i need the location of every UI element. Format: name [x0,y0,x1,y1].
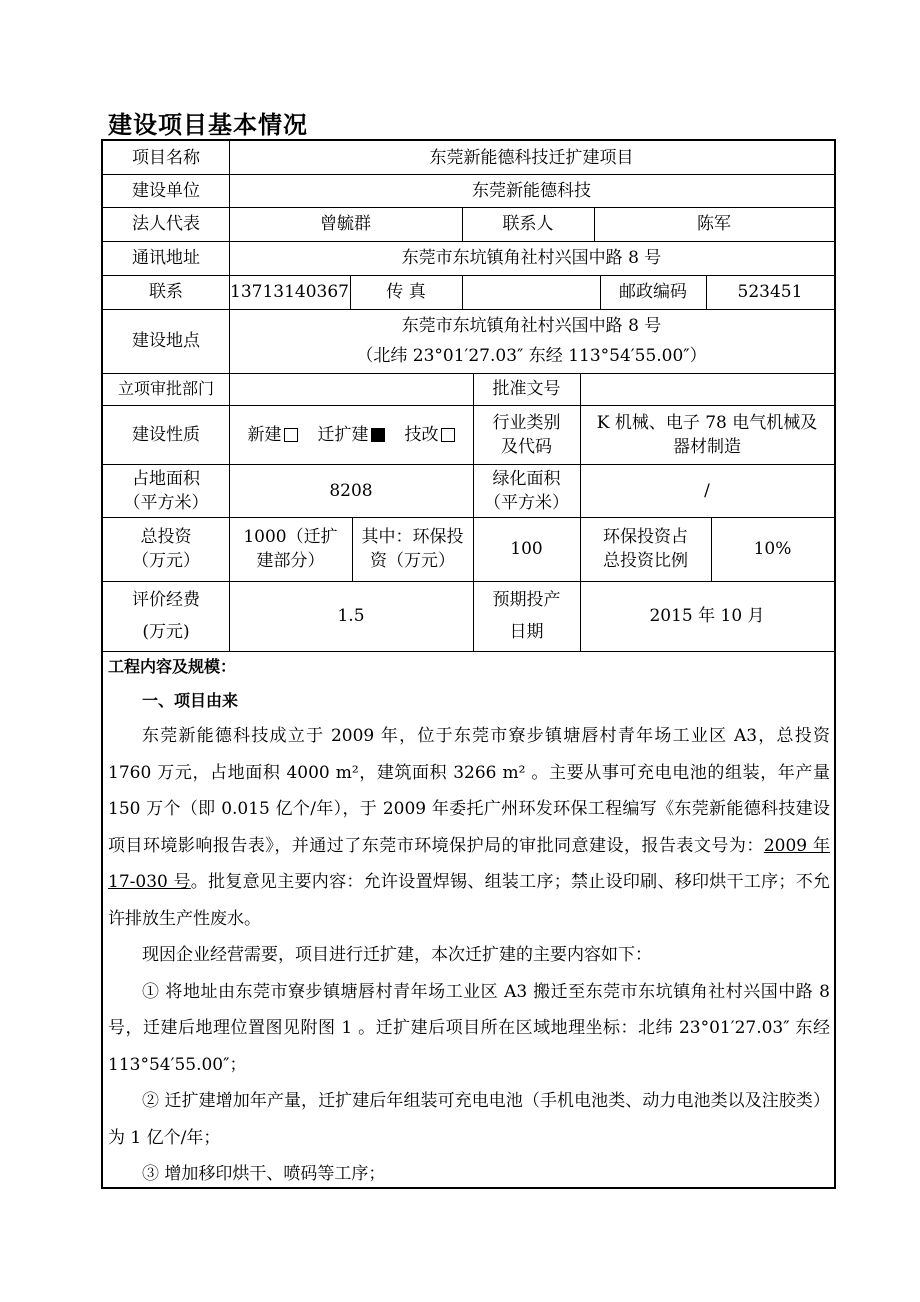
fax-label: 传 真 [386,282,426,302]
start-date-label-line-2: 日期 [509,622,544,642]
contact-label: 联系 [149,282,183,302]
nature-options [229,405,473,464]
project-content [108,650,830,1193]
env-inv-label-line-1: 其中：环保投 [361,527,464,547]
checkbox-relocate[interactable] [371,428,385,442]
nature-tech: 技改 [404,424,439,445]
checkbox-tech[interactable] [441,428,455,442]
env-ratio-value: 10% [753,539,792,559]
approval-reference: 2009 年 17-030 号 [108,835,830,892]
approval-dept-label: 立项审批部门 [117,379,214,398]
land-area-value: 8208 [329,480,373,501]
env-inv-value: 100 [510,539,543,559]
site-label: 建设地点 [132,331,200,351]
total-inv-label-line-2: （万元） [132,551,200,571]
paragraph-origin-part-2: 。批复意见主要内容：允许设置焊锡、组装工序；禁止设印刷、移印烘干工序；不允许排放生产性废水。 [108,872,830,929]
industry-label [473,405,580,464]
industry-value [580,405,834,464]
land-area-label-line-1: 占地面积 [132,468,200,489]
paragraph-item-1: ① 将地址由东莞市寮步镇塘唇村青年场工业区 A3 搬迁至东莞市东坑镇角社村兴国中路 8 号，迁建后地理位置图见附图 1 。迁扩建后项目所在区域地理坐标：北纬 23°01′27.03″ 东经 113°54′55.00″； [108,981,830,1075]
content-subheading: 一、项目由来 [142,691,239,710]
paragraph-reason: 现因企业经营需要，项目进行迁扩建，本次迁扩建的主要内容如下： [142,945,652,965]
builder-label: 建设单位 [132,180,200,201]
address-label: 通讯地址 [132,248,200,268]
paragraph-origin-part-1: 东莞新能德科技成立于 2009 年，位于东莞市寮步镇塘唇村青年场工业区 A3，总投资 1760 万元，占地面积 4000 m²，建筑面积 3266 m² 。主要从事可充电电池的组装，年产量 150 万个（即 0.015 亿个/年），于 2009 年委托广州环发环保工程编写《东莞新能德科技建设项目环境影响报告表》，并通过了东莞市环境保护局的审批同意建设，报告表文号为： [108,726,830,856]
start-date-label [473,581,580,651]
industry-label-line-1: 行业类别 [492,412,561,433]
approval-no-value [580,373,834,405]
fax-value [462,275,600,309]
builder-value: 东莞新能德科技 [472,180,591,201]
legal-rep-label: 法人代表 [132,214,200,234]
page-title: 建设项目基本情况 [108,111,308,139]
eval-fee-label-line-2: (万元) [142,622,190,642]
eval-fee-label [103,581,229,651]
eval-fee-value: 1.5 [337,606,365,626]
env-ratio-label-line-2: 总投资比例 [603,551,688,571]
nature-new: 新建 [247,424,282,445]
industry-line-2: 器材制造 [673,436,741,457]
approval-no-label: 批准文号 [492,379,561,399]
green-area-label [473,464,580,517]
green-area-label-line-1: 绿化面积 [492,468,561,489]
paragraph-item-3: ③ 增加移印烘干、喷码等工序； [142,1164,386,1184]
postcode-value: 523451 [737,282,803,302]
total-inv-label [103,517,229,581]
green-area-value: / [704,480,710,501]
nature-label: 建设性质 [132,424,200,445]
land-area-label-line-2: （平方米） [123,492,209,513]
paragraph-item-2: ② 迁扩建增加年产量，迁扩建后年组装可充电电池（手机电池类、动力电池类以及注胶类）为 1 亿个/年； [108,1091,830,1148]
total-inv-line-2: 建部分） [256,551,325,571]
project-name-label: 项目名称 [132,147,200,168]
phone-value: 13713140367 [230,282,349,302]
site-line-1: 东莞市东坑镇角社村兴国中路 8 号 [401,316,662,336]
start-date-value: 2015 年 10 月 [649,606,765,626]
total-inv-label-line-1: 总投资 [140,527,192,547]
content-heading: 工程内容及规模： [108,657,237,676]
land-area-label [103,464,229,517]
site-line-2: （北纬 23°01′27.03″ 东经 113°54′55.00″） [356,346,707,366]
site-value [229,309,834,373]
address-value: 东莞市东坑镇角社村兴国中路 8 号 [401,248,662,268]
env-inv-label [352,517,473,581]
checkbox-new[interactable] [284,428,298,442]
green-area-label-line-2: （平方米） [484,492,569,513]
env-inv-label-line-2: 资（万元） [370,551,455,571]
contact-person-value: 陈军 [697,214,731,234]
start-date-label-line-1: 预期投产 [492,590,561,610]
project-name-value: 东莞新能德科技迁扩建项目 [429,147,634,168]
industry-line-1: K 机械、电子 78 电气机械及 [596,412,818,433]
legal-rep-value: 曾毓群 [320,214,371,234]
total-inv-line-1: 1000（迁扩 [243,527,338,547]
paragraph-origin [108,718,830,937]
contact-person-label: 联系人 [502,214,554,234]
postcode-label: 邮政编码 [619,282,687,302]
industry-label-line-2: 及代码 [501,436,552,457]
approval-dept-value [229,373,473,405]
nature-relocate: 迁扩建 [317,424,369,445]
env-ratio-label [580,517,711,581]
env-ratio-label-line-1: 环保投资占 [603,527,688,547]
eval-fee-label-line-1: 评价经费 [132,590,200,610]
total-inv-value [229,517,352,581]
